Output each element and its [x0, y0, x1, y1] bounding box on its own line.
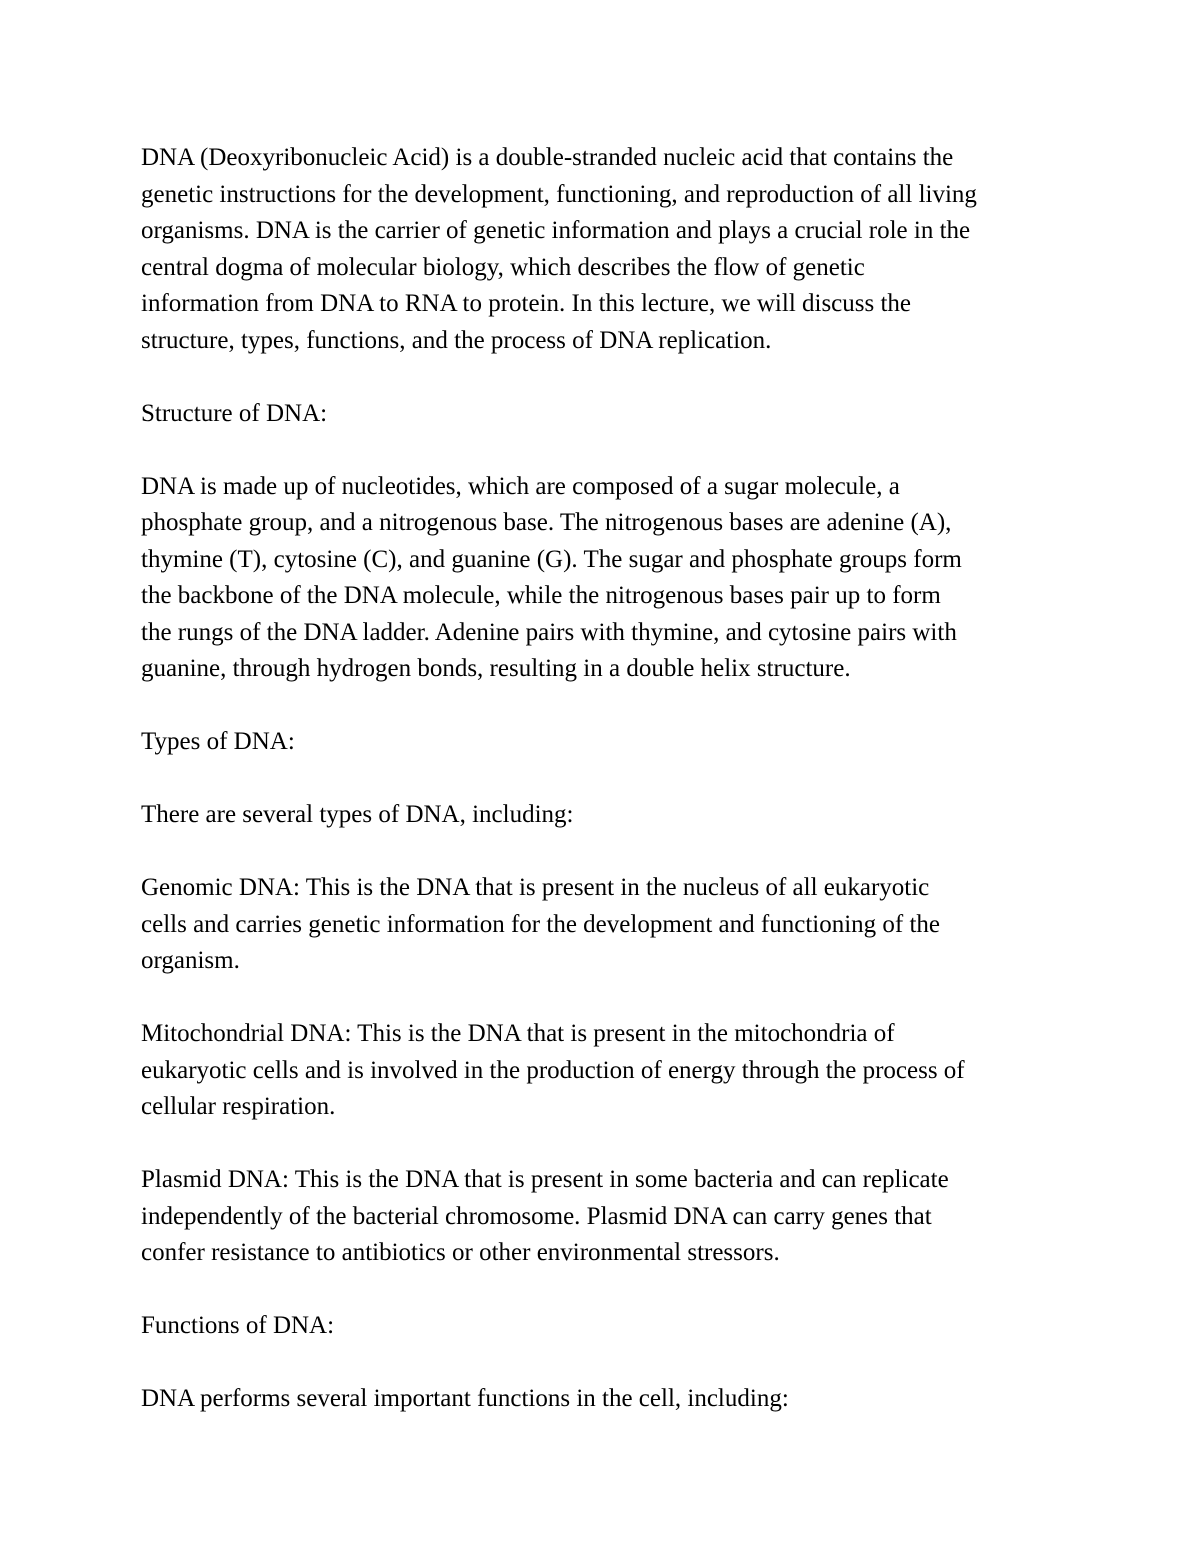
- text-line: Functions of DNA:: [141, 1312, 335, 1339]
- text-line: information from DNA to RNA to protein. In this lecture, we will discuss the: [141, 290, 912, 317]
- text-line: DNA is made up of nucleotides, which are composed of a sugar molecule, a: [141, 472, 900, 500]
- text-line: Genomic DNA: This is the DNA that is present in the nucleus of all eukaryotic: [141, 874, 930, 901]
- section-heading-functions: [141, 1308, 1071, 1345]
- genomic-dna-paragraph: [141, 870, 1071, 980]
- text-line: cells and carries genetic information for the development and functioning of the: [141, 910, 941, 938]
- structure-paragraph: [141, 469, 1071, 688]
- section-heading-types: [141, 724, 1071, 761]
- mitochondrial-dna-paragraph: [141, 1016, 1071, 1126]
- plasmid-dna-paragraph: [141, 1162, 1071, 1272]
- text-line: thymine (T), cytosine (C), and guanine (G). The sugar and phosphate groups form: [141, 545, 962, 573]
- text-line: organism.: [141, 947, 240, 974]
- text-line: central dogma of molecular biology, which describes the flow of genetic: [141, 253, 865, 281]
- text-line: Structure of DNA:: [141, 399, 328, 427]
- text-line: structure, types, functions, and the process of DNA replication.: [141, 326, 772, 354]
- document-body: [141, 140, 1071, 1454]
- intro-paragraph: [141, 140, 1071, 359]
- text-line: organisms. DNA is the carrier of genetic information and plays a crucial role in the: [141, 217, 971, 244]
- text-line: Types of DNA:: [141, 728, 295, 755]
- text-line: DNA (Deoxyribonucleic Acid) is a double-stranded nucleic acid that contains the: [141, 144, 954, 171]
- text-line: the backbone of the DNA molecule, while the nitrogenous bases pair up to form: [141, 582, 941, 609]
- types-intro-paragraph: [141, 797, 1071, 834]
- text-line: DNA performs several important functions in the cell, including:: [141, 1385, 789, 1412]
- text-line: eukaryotic cells and is involved in the production of energy through the process of: [141, 1056, 965, 1084]
- text-line: guanine, through hydrogen bonds, resulting in a double helix structure.: [141, 655, 851, 682]
- text-line: Plasmid DNA: This is the DNA that is present in some bacteria and can replicate: [141, 1166, 949, 1193]
- text-line: independently of the bacterial chromosome. Plasmid DNA can carry genes that: [141, 1202, 932, 1230]
- functions-intro-paragraph: [141, 1381, 1071, 1418]
- text-line: cellular respiration.: [141, 1093, 336, 1120]
- text-line: There are several types of DNA, including:: [141, 801, 574, 828]
- text-line: genetic instructions for the development, functioning, and reproduction of all living: [141, 180, 977, 208]
- text-line: phosphate group, and a nitrogenous base. The nitrogenous bases are adenine (A),: [141, 509, 952, 536]
- text-line: the rungs of the DNA ladder. Adenine pairs with thymine, and cytosine pairs with: [141, 618, 957, 646]
- section-heading-structure: [141, 396, 1071, 433]
- text-line: Mitochondrial DNA: This is the DNA that is present in the mitochondria of: [141, 1020, 895, 1047]
- text-line: confer resistance to antibiotics or other environmental stressors.: [141, 1239, 780, 1266]
